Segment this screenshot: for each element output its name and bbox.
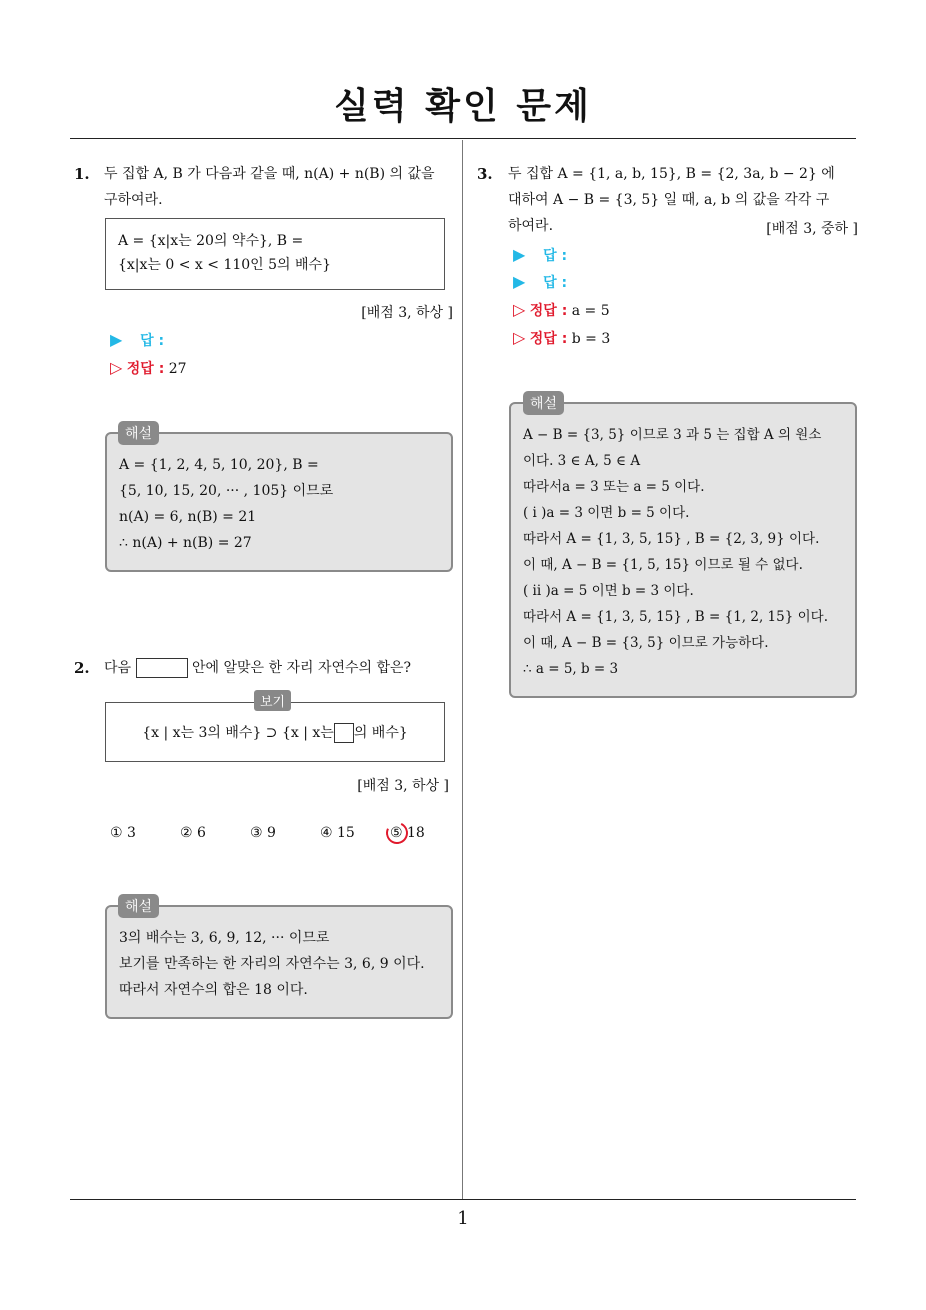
q3-explanation-label: 해설 bbox=[523, 391, 564, 415]
choice-4[interactable]: ④ 15 bbox=[320, 825, 355, 841]
q2-text-after: 안에 알맞은 한 자리 자연수의 합은? bbox=[191, 660, 412, 676]
q3-expl-line: 이 때, A − B = {3, 5} 이므로 가능하다. bbox=[523, 635, 769, 651]
q2-example-box bbox=[105, 702, 445, 762]
q2-expl-line: 3의 배수는 3, 6, 9, 12, ··· 이므로 bbox=[119, 930, 330, 946]
q3-explanation bbox=[509, 402, 857, 698]
q1-correct-value: 27 bbox=[168, 361, 187, 377]
q3-expl-line: 따라서a = 3 또는 a = 5 이다. bbox=[523, 479, 705, 495]
q3-expl-line: A − B = {3, 5} 이므로 3 과 5 는 집합 A 의 원소 bbox=[523, 427, 822, 443]
q3-text-line2: 대하여 A − B = {3, 5} 일 때, a, b 의 값을 각각 구 bbox=[508, 192, 830, 208]
q1-answer-row bbox=[110, 330, 164, 351]
q3-expl-line: 따라서 A = {1, 3, 5, 15} , B = {2, 3, 9} 이다. bbox=[523, 531, 820, 547]
q1-text bbox=[104, 161, 456, 213]
q3-correct-value: a = 5 bbox=[571, 303, 610, 319]
header-rule bbox=[70, 138, 856, 139]
q3-correct-row-1 bbox=[513, 300, 610, 321]
outline-triangle-icon: ▷ bbox=[513, 328, 526, 347]
choice-1[interactable]: ① 3 bbox=[110, 825, 136, 841]
page-number: 1 bbox=[457, 1208, 469, 1229]
q3-expl-line: ( i )a = 3 이면 b = 5 이다. bbox=[523, 505, 690, 521]
answer-blank-box-small bbox=[334, 723, 354, 743]
q1-expl-line: ∴ n(A) + n(B) = 27 bbox=[119, 535, 252, 551]
outline-triangle-icon: ▷ bbox=[110, 358, 123, 377]
q1-score: [배점 3, 하상 ] bbox=[361, 305, 453, 321]
outline-triangle-icon: ▷ bbox=[513, 300, 526, 319]
play-triangle-icon: ▶ bbox=[513, 245, 526, 264]
q2-explanation-label: 해설 bbox=[118, 894, 159, 918]
q3-number: 3. bbox=[477, 165, 493, 183]
q1-correct-row bbox=[110, 358, 187, 379]
q1-text-line1: 두 집합 A, B 가 다음과 같을 때, n(A) + n(B) 의 값을 bbox=[104, 166, 435, 182]
q3-answer-row-2 bbox=[513, 272, 567, 293]
q1-box-line2: {x|x는 0 < x < 110인 5의 배수} bbox=[118, 257, 331, 273]
q1-explanation bbox=[105, 432, 453, 572]
q1-answer-label: 답 : bbox=[140, 333, 165, 349]
q2-number: 2. bbox=[74, 659, 90, 677]
q3-correct-label: 정답 : bbox=[529, 331, 568, 347]
q3-score: [배점 3, 중하 ] bbox=[766, 221, 858, 237]
q2-explanation bbox=[105, 905, 453, 1019]
q2-box-after: 의 배수} bbox=[353, 725, 408, 741]
q3-expl-line: 이다. 3 ∈ A, 5 ∈ A bbox=[523, 453, 641, 469]
q1-text-line2: 구하여라. bbox=[104, 192, 163, 208]
q1-expl-line: {5, 10, 15, 20, ··· , 105} 이므로 bbox=[119, 483, 334, 499]
column-divider bbox=[462, 140, 463, 1200]
choice-2[interactable]: ② 6 bbox=[180, 825, 206, 841]
q1-set-box bbox=[105, 218, 445, 290]
q3-text-line1: 두 집합 A = {1, a, b, 15}, B = {2, 3a, b − 2} 에 bbox=[508, 166, 835, 182]
q3-answer-row-1 bbox=[513, 245, 567, 266]
q2-text bbox=[104, 655, 411, 681]
play-triangle-icon: ▶ bbox=[513, 272, 526, 291]
q1-explanation-label: 해설 bbox=[118, 421, 159, 445]
q1-box-line1: A = {x|x는 20의 약수}, B = bbox=[118, 233, 304, 249]
q3-answer-label: 답 : bbox=[543, 248, 568, 264]
q3-correct-value: b = 3 bbox=[571, 331, 611, 347]
q3-correct-row-2 bbox=[513, 328, 610, 349]
q3-text-line3: 하여라. bbox=[508, 218, 554, 234]
choice-5[interactable]: ⑤ 18 bbox=[390, 825, 425, 841]
q3-expl-line: ∴ a = 5, b = 3 bbox=[523, 661, 619, 677]
q3-answer-label: 답 : bbox=[543, 275, 568, 291]
answer-blank-box bbox=[136, 658, 188, 678]
q2-expl-line: 따라서 자연수의 합은 18 이다. bbox=[119, 982, 308, 998]
q3-expl-line: 따라서 A = {1, 3, 5, 15} , B = {1, 2, 15} 이다. bbox=[523, 609, 828, 625]
q1-correct-label: 정답 : bbox=[126, 361, 165, 377]
q2-score: [배점 3, 하상 ] bbox=[357, 778, 449, 794]
selected-answer-circle-icon bbox=[383, 819, 411, 847]
q1-number: 1. bbox=[74, 165, 90, 183]
q3-correct-label: 정답 : bbox=[529, 303, 568, 319]
q3-expl-line: ( ii )a = 5 이면 b = 3 이다. bbox=[523, 583, 694, 599]
q2-expl-line: 보기를 만족하는 한 자리의 자연수는 3, 6, 9 이다. bbox=[119, 956, 425, 972]
q1-expl-line: n(A) = 6, n(B) = 21 bbox=[119, 509, 257, 525]
q1-expl-line: A = {1, 2, 4, 5, 10, 20}, B = bbox=[119, 457, 319, 473]
choice-3[interactable]: ③ 9 bbox=[250, 825, 276, 841]
footer-rule bbox=[70, 1199, 856, 1200]
q2-example-label: 보기 bbox=[254, 690, 291, 711]
q3-expl-line: 이 때, A − B = {1, 5, 15} 이므로 될 수 없다. bbox=[523, 557, 803, 573]
page-title: 실력 확인 문제 bbox=[334, 86, 592, 127]
q2-text-before: 다음 bbox=[104, 660, 132, 676]
play-triangle-icon: ▶ bbox=[110, 330, 123, 349]
q2-box-before: {x | x는 3의 배수} ⊃ {x | x는 bbox=[142, 725, 334, 741]
